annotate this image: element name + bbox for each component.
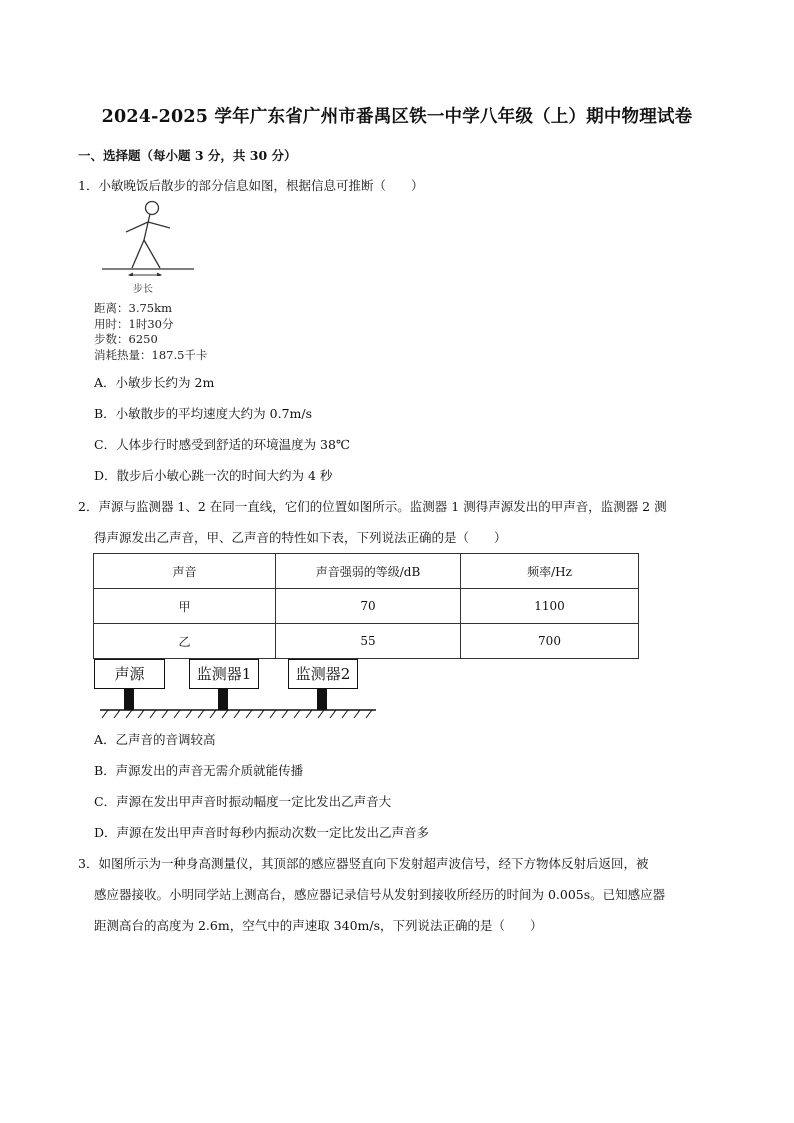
detector2-post xyxy=(317,689,327,710)
q2-stem-line1: 2．声源与监测器 1、2 在同一直线，它们的位置如图所示。监测器 1 测得声源发出的甲声音，监测器 2 测 xyxy=(78,499,667,514)
q2-option-b: B．声源发出的声音无需介质就能传播 xyxy=(94,763,304,778)
q3-stem-line3: 距测高台的高度为 2.6m，空气中的声速取 340m/s，下列说法正确的是（ ） xyxy=(94,918,543,933)
sound-source-box: 声源 xyxy=(94,659,165,689)
table-cell: 55 xyxy=(276,624,461,659)
table-cell: 乙 xyxy=(94,624,276,659)
stat-distance: 距离：3.75km xyxy=(94,301,172,315)
q1-option-d: D．散步后小敏心跳一次的时间大约为 4 秒 xyxy=(94,468,333,483)
stat-calories: 消耗热量：187.5千卡 xyxy=(94,347,208,362)
sound-properties-table xyxy=(93,553,639,659)
source-post xyxy=(124,689,134,710)
table-cell: 甲 xyxy=(94,589,276,624)
table-cell: 700 xyxy=(461,624,639,659)
q3-stem-line1: 3．如图所示为一种身高测量仪，其顶部的感应器竖直向下发射超声波信号，经下方物体反射后返回，被 xyxy=(78,856,649,871)
walk-stats xyxy=(94,301,207,363)
q1-stem: 1．小敏晚饭后散步的部分信息如图，根据信息可推断（ ） xyxy=(78,178,424,193)
detector1-post xyxy=(218,689,228,710)
table-row xyxy=(94,589,639,624)
q1-option-c: C．人体步行时感受到舒适的环境温度为 38℃ xyxy=(94,437,350,452)
q2-option-d: D．声源在发出甲声音时每秒内振动次数一定比发出乙声音多 xyxy=(94,825,430,840)
table-header-cell: 频率/Hz xyxy=(461,554,639,589)
q2-option-a: A．乙声音的音调较高 xyxy=(94,732,216,747)
stat-time: 用时：1时30分 xyxy=(94,316,174,331)
ground-line xyxy=(100,708,376,720)
table-header-cell: 声音强弱的等级/dB xyxy=(276,554,461,589)
walking-person-figure xyxy=(96,196,196,276)
detector1-box: 监测器1 xyxy=(189,659,259,689)
table-header-row xyxy=(94,554,639,589)
step-length-label: 步长 xyxy=(133,284,153,295)
table-cell: 1100 xyxy=(461,589,639,624)
q1-option-a: A．小敏步长约为 2m xyxy=(94,375,215,390)
q2-stem-line2: 得声源发出乙声音，甲、乙声音的特性如下表，下列说法正确的是（ ） xyxy=(94,530,507,545)
section-heading: 一、选择题（每小题 3 分，共 30 分） xyxy=(78,148,297,163)
table-cell: 70 xyxy=(276,589,461,624)
page-title: 2024-2025 学年广东省广州市番禺区铁一中学八年级（上）期中物理试卷 xyxy=(101,107,693,127)
table-row xyxy=(94,624,639,659)
detector2-box: 监测器2 xyxy=(288,659,358,689)
q3-stem-line2: 感应器接收。小明同学站上测高台，感应器记录信号从发射到接收所经历的时间为 0.005s。已知感应器 xyxy=(94,887,666,902)
q2-option-c: C．声源在发出甲声音时振动幅度一定比发出乙声音大 xyxy=(94,794,392,809)
q1-option-b: B．小敏散步的平均速度大约为 0.7m/s xyxy=(94,406,313,421)
stat-steps: 步数：6250 xyxy=(94,332,158,346)
table-header-cell: 声音 xyxy=(94,554,276,589)
